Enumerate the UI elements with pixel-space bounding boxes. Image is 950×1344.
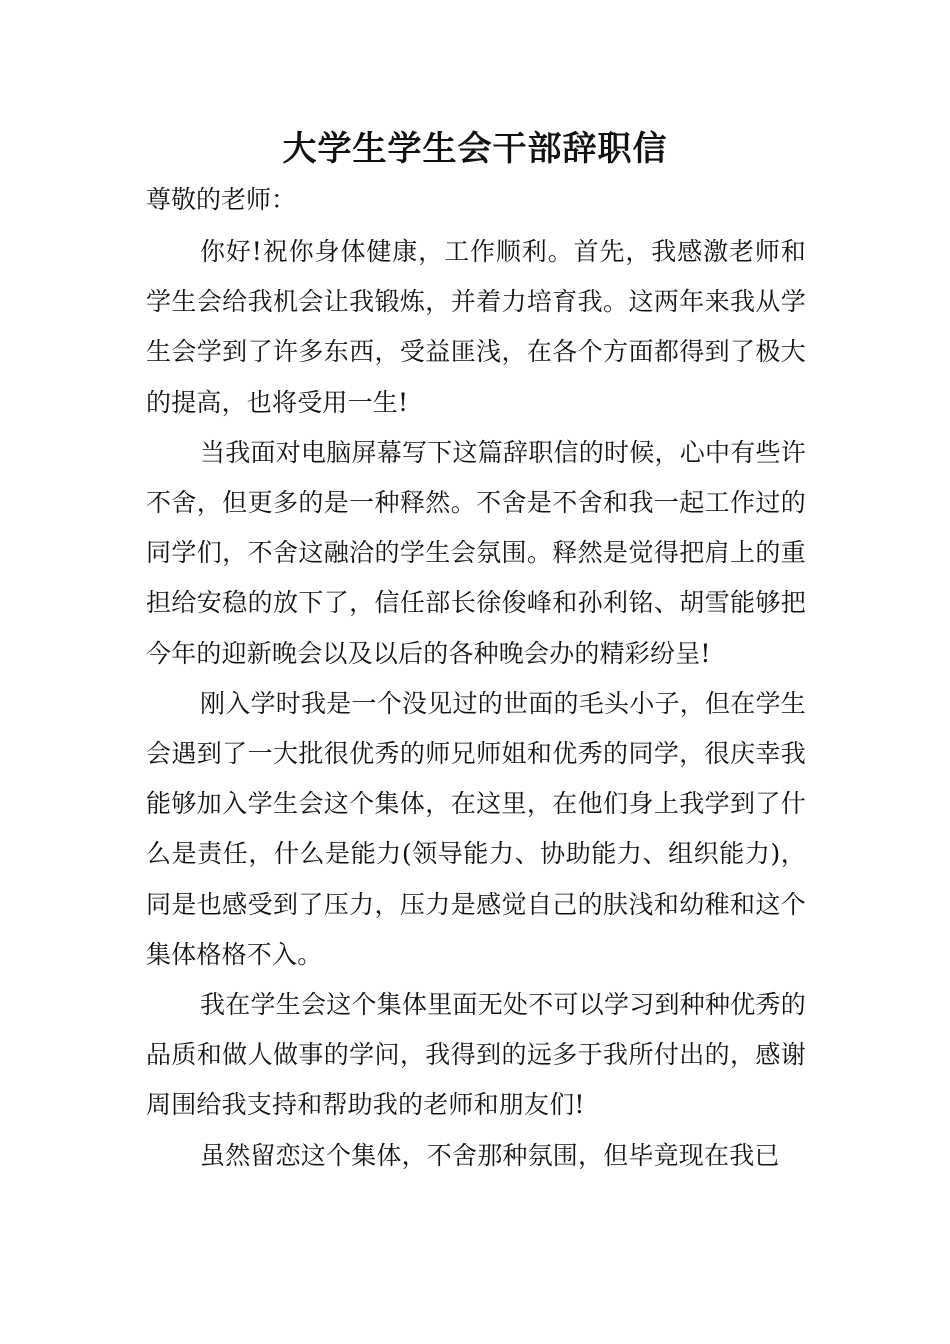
paragraph-5: 虽然留恋这个集体，不舍那种氛围，但毕竟现在我已 (200, 1140, 780, 1170)
document-title: 大学生学生会干部辞职信 (282, 129, 668, 169)
paragraph-4: 我在学生会这个集体里面无处不可以学习到种种优秀的品质和做人做事的学问，我得到的远多于我所付出的，感谢周围给我支持和帮助我的老师和朋友们! (146, 990, 806, 1120)
paragraph-3: 刚入学时我是一个没见过的世面的毛头小子，但在学生会遇到了一大批很优秀的师兄师姐和优秀的同学，很庆幸我能够加入学生会这个集体，在这里，在他们身上我学到了什么是责任，什么是能力(领导能力、协助能力、组织能力)，同是也感受到了压力，压力是感觉自己的肤浅和幼稚和这个集体格格不入。 (146, 688, 806, 969)
paragraph-1: 你好!祝你身体健康，工作顺利。首先，我感激老师和学生会给我机会让我锻炼，并着力培育我。这两年来我从学生会学到了许多东西，受益匪浅，在各个方面都得到了极大的提高，也将受用一生! (146, 237, 806, 417)
salutation: 尊敬的老师： (146, 185, 297, 214)
paragraph-2: 当我面对电脑屏幕写下这篇辞职信的时候，心中有些许不舍，但更多的是一种释然。不舍是不舍和我一起工作过的同学们，不舍这融洽的学生会氛围。释然是觉得把肩上的重担给安稳的放下了，信任部长徐俊峰和孙利铭、胡雪能够把今年的迎新晚会以及以后的各种晚会办的精彩纷呈! (146, 437, 806, 668)
letter-body (146, 227, 806, 1181)
